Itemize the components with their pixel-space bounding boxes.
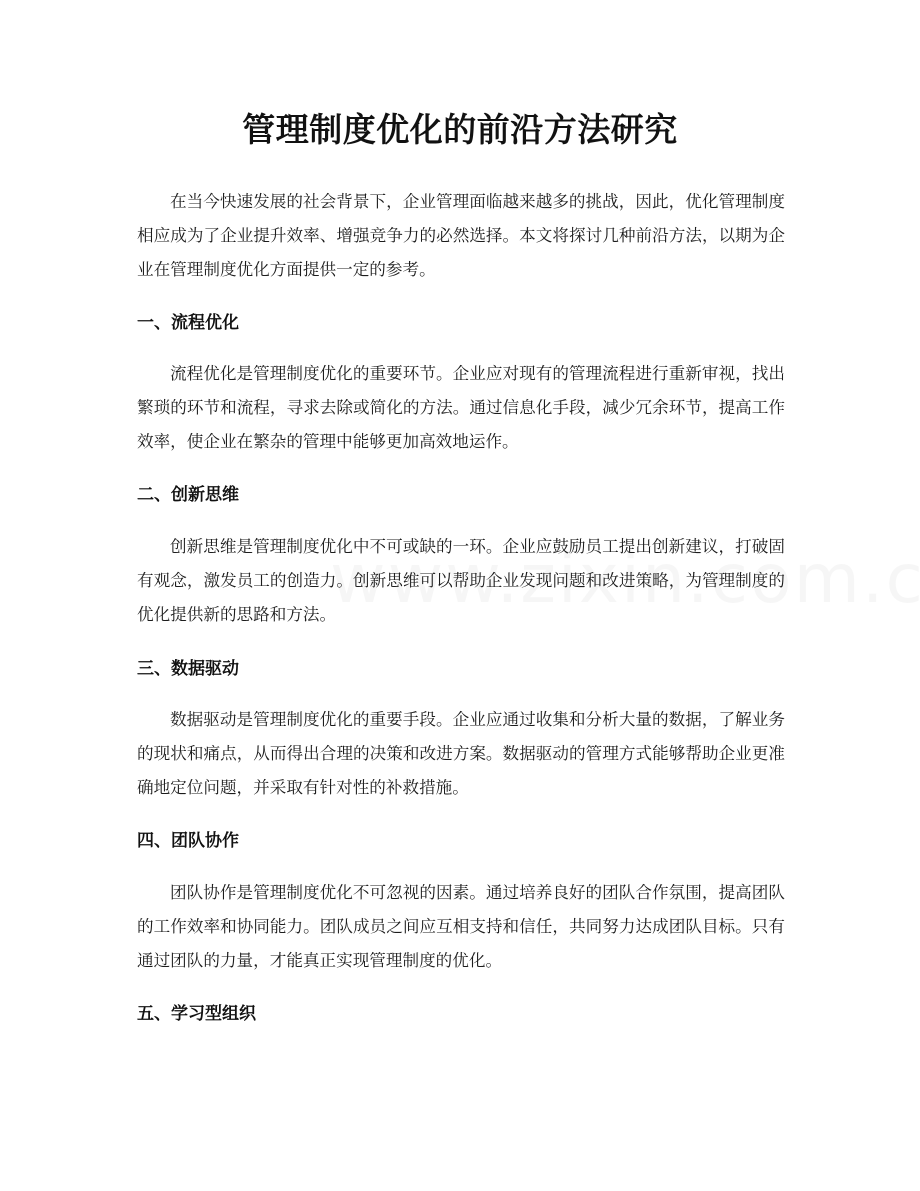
section-heading-1: 一、流程优化 (137, 313, 239, 333)
section-body-3: 数据驱动是管理制度优化的重要手段。企业应通过收集和分析大量的数据，了解业务的现状和痛点，从而得出合理的决策和改进方案。数据驱动的管理方式能够帮助企业更准确地定位问题，并采取有针对性的补救措施。 (137, 710, 785, 797)
section-body-1: 流程优化是管理制度优化的重要环节。企业应对现有的管理流程进行重新审视，找出繁琐的环节和流程，寻求去除或简化的方法。通过信息化手段，减少冗余环节，提高工作效率，使企业在繁杂的管理中能够更加高效地运作。 (137, 364, 785, 451)
section-heading-2: 二、创新思维 (137, 485, 239, 505)
section-heading-3: 三、数据驱动 (137, 659, 239, 679)
section-body-4: 团队协作是管理制度优化不可忽视的因素。通过培养良好的团队合作氛围，提高团队的工作效率和协同能力。团队成员之间应互相支持和信任，共同努力达成团队目标。只有通过团队的力量，才能真正实现管理制度的优化。 (137, 883, 785, 970)
section-heading-5: 五、学习型组织 (137, 1004, 256, 1024)
document-title: 管理制度优化的前沿方法研究 (242, 110, 678, 149)
section-heading-4: 四、团队协作 (137, 831, 239, 851)
section-body-2: 创新思维是管理制度优化中不可或缺的一环。企业应鼓励员工提出创新建议，打破固有观念，激发员工的创造力。创新思维可以帮助企业发现问题和改进策略，为管理制度的优化提供新的思路和方法。 (137, 537, 785, 624)
intro-paragraph: 在当今快速发展的社会背景下，企业管理面临越来越多的挑战，因此，优化管理制度相应成为了企业提升效率、增强竞争力的必然选择。本文将探讨几种前沿方法，以期为企业在管理制度优化方面提供一定的参考。 (137, 192, 785, 279)
